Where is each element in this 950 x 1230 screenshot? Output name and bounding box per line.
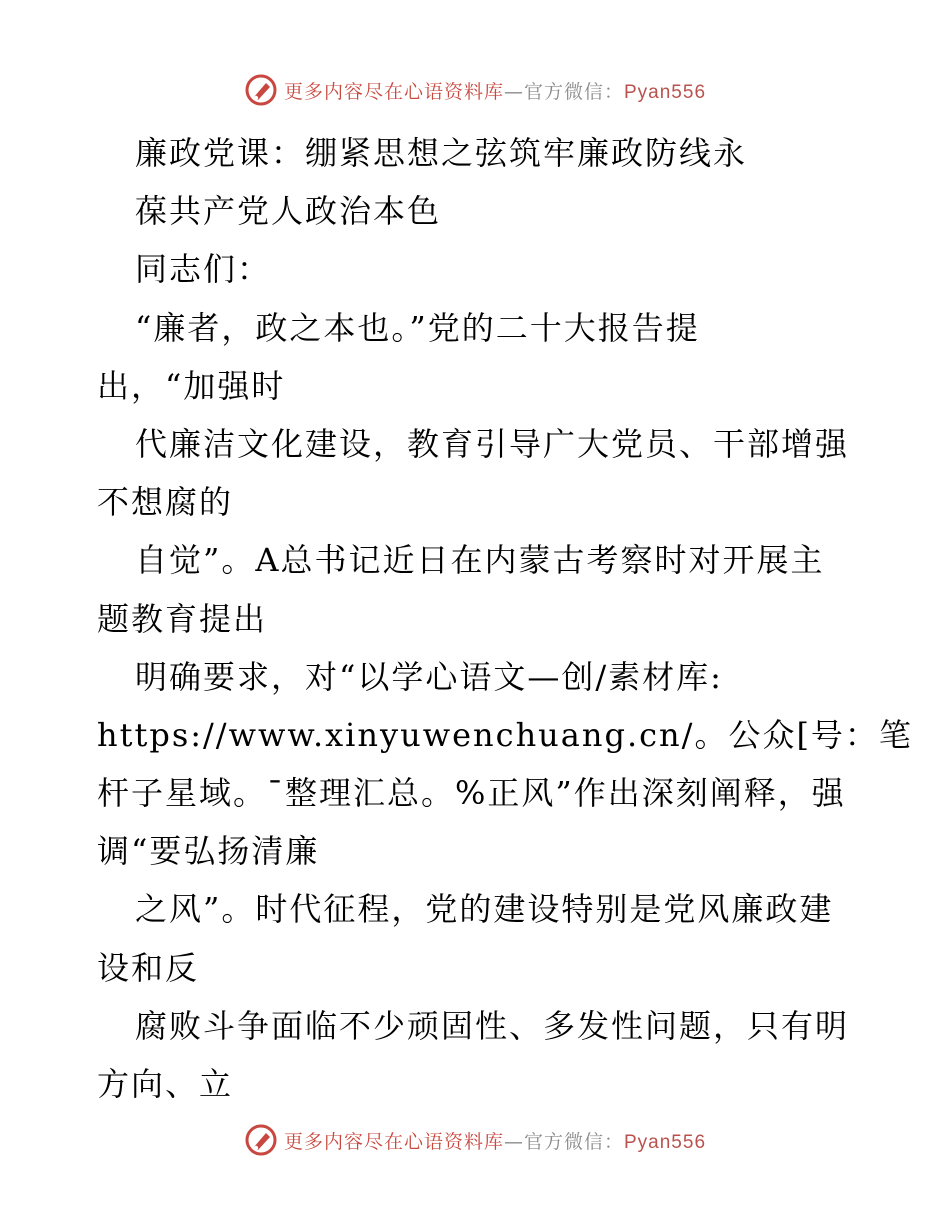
paragraph-line: 题教育提出: [97, 599, 268, 638]
banner-separator-text: —官方微信：: [503, 1130, 624, 1153]
paragraph-line: 之风”。时代征程，党的建设特别是党风廉政建: [135, 890, 834, 929]
paragraph-line: 调“要弘扬清廉: [97, 832, 320, 871]
header-banner-text: [284, 77, 706, 104]
banner-main-text: 更多内容尽在心语资料库: [283, 1130, 504, 1153]
document-body: [97, 124, 913, 1113]
paragraph-line: 明确要求，对“以学心语文—创/素材库:: [135, 657, 723, 696]
footer-banner-text: [284, 1127, 706, 1154]
paragraph-line: 杆子星域。¯整理汇总。%正风”作出深刻阐释，强: [97, 774, 846, 813]
paragraph-line: “廉者，政之本也。”党的二十大报告提: [135, 308, 700, 347]
url-line: https://www.xinyuwenchuang.cn/。公众[号：笔: [97, 715, 913, 754]
footer-banner-inner: [244, 1123, 706, 1157]
paragraph-line: 自觉”。A总书记近日在内蒙古考察时对开展主: [135, 541, 825, 580]
pen-nib-logo-icon: [244, 73, 278, 107]
title-line-1: 廉政党课：绷紧思想之弦筑牢廉政防线永: [135, 134, 748, 172]
paragraph-line: 出，“加强时: [97, 366, 286, 405]
banner-main-text: 更多内容尽在心语资料库: [283, 80, 504, 103]
paragraph-line: 不想腐的: [97, 483, 234, 522]
salutation-line: 同志们：: [135, 250, 272, 289]
paragraph-line: 方向、立: [97, 1065, 234, 1103]
paragraph-line: 代廉洁文化建设，教育引导广大党员、干部增强: [135, 424, 850, 463]
footer-banner: [0, 1120, 950, 1160]
banner-wechat-id: Pyan556: [624, 81, 707, 103]
banner-wechat-id: Pyan556: [624, 1131, 707, 1153]
header-banner-inner: [244, 73, 706, 107]
header-banner: [0, 70, 950, 110]
pen-nib-logo-icon: [244, 1123, 278, 1157]
paragraph-line: 设和反: [97, 948, 200, 987]
paragraph-line: 腐败斗争面临不少顽固性、多发性问题，只有明: [135, 1006, 850, 1045]
banner-separator-text: —官方微信：: [503, 80, 624, 103]
title-line-2: 葆共产党人政治本色: [135, 192, 442, 231]
